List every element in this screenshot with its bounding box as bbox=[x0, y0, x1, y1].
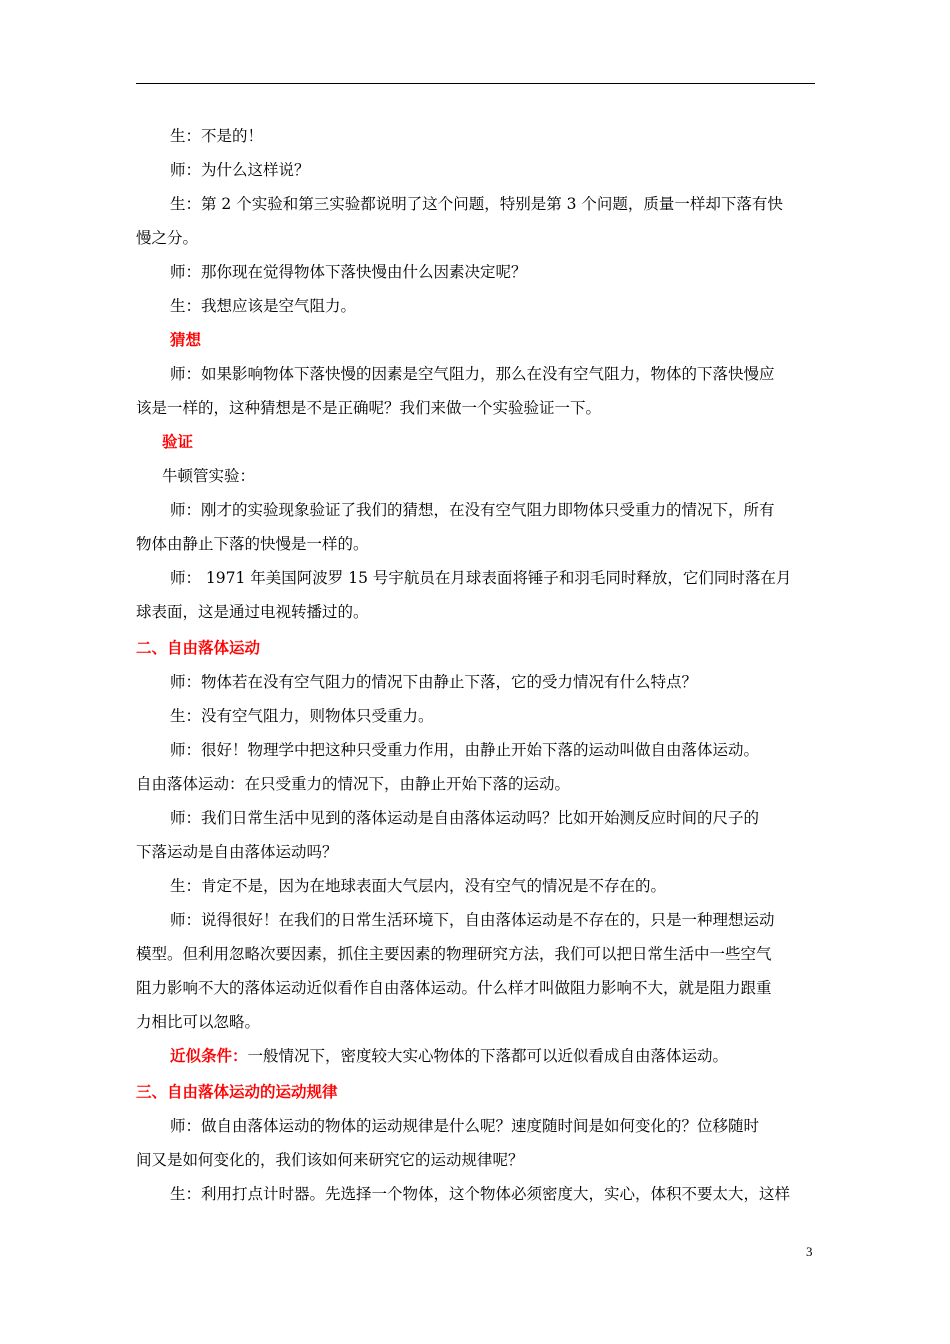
paragraph-line: 师：很好！物理学中把这种只受重力作用，由静止开始下落的运动叫做自由落体运动。 bbox=[170, 741, 760, 759]
paragraph-line: 生：利用打点计时器。先选择一个物体，这个物体必须密度大，实心，体积不要太大，这样 bbox=[170, 1185, 791, 1203]
paragraph-line: 生：第 2 个实验和第三实验都说明了这个问题，特别是第 3 个问题，质量一样却下落有快 bbox=[170, 195, 783, 213]
paragraph-line: 师：如果影响物体下落快慢的因素是空气阻力，那么在没有空气阻力，物体的下落快慢应 bbox=[170, 365, 775, 383]
paragraph-line: 间又是如何变化的，我们该如何来研究它的运动规律呢？ bbox=[136, 1151, 524, 1169]
paragraph-line: 师：为什么这样说？ bbox=[170, 161, 310, 179]
paragraph-line: 模型。但利用忽略次要因素，抓住主要因素的物理研究方法，我们可以把日常生活中一些空气 bbox=[136, 945, 772, 963]
header-rule bbox=[136, 83, 815, 84]
section-heading-guess: 猜想 bbox=[170, 330, 202, 349]
paragraph-line: 力相比可以忽略。 bbox=[136, 1013, 261, 1031]
paragraph-line: 师：那你现在觉得物体下落快慢由什么因素决定呢？ bbox=[170, 263, 527, 281]
paragraph-line: 慢之分。 bbox=[136, 229, 199, 247]
paragraph-line: 生：肯定不是，因为在地球表面大气层内，没有空气的情况是不存在的。 bbox=[170, 877, 667, 895]
paragraph-line: 牛顿管实验： bbox=[162, 467, 256, 485]
section-heading-2: 二、自由落体运动 bbox=[136, 638, 261, 657]
paragraph-line: 下落运动是自由落体运动吗？ bbox=[136, 843, 338, 861]
approx-condition-line bbox=[170, 1046, 815, 1066]
paragraph-line: 师：做自由落体运动的物体的运动规律是什么呢？速度随时间是如何变化的？位移随时 bbox=[170, 1117, 760, 1135]
paragraph-line: 师：刚才的实验现象验证了我们的猜想，在没有空气阻力即物体只受重力的情况下，所有 bbox=[170, 501, 775, 519]
section-heading-verify: 验证 bbox=[162, 432, 194, 451]
approx-condition-label: 近似条件： bbox=[170, 1046, 248, 1065]
paragraph-line: 生：我想应该是空气阻力。 bbox=[170, 297, 357, 315]
section-heading-3: 三、自由落体运动的运动规律 bbox=[136, 1082, 338, 1101]
paragraph-line: 该是一样的，这种猜想是不是正确呢？我们来做一个实验验证一下。 bbox=[136, 399, 602, 417]
paragraph-line: 师：物体若在没有空气阻力的情况下由静止下落，它的受力情况有什么特点？ bbox=[170, 673, 698, 691]
page-number: 3 bbox=[806, 1244, 813, 1259]
paragraph-line: 师： 1971 年美国阿波罗 15 号宇航员在月球表面将锤子和羽毛同时释放，它们同时落在月 bbox=[170, 569, 792, 587]
approx-condition-text: 一般情况下，密度较大实心物体的下落都可以近似看成自由落体运动。 bbox=[247, 1047, 729, 1065]
paragraph-line: 阻力影响不大的落体运动近似看作自由落体运动。什么样才叫做阻力影响不大，就是阻力跟重 bbox=[136, 979, 772, 997]
paragraph-line: 物体由静止下落的快慢是一样的。 bbox=[136, 535, 369, 553]
paragraph-line: 师：我们日常生活中见到的落体运动是自由落体运动吗？比如开始测反应时间的尺子的 bbox=[170, 809, 760, 827]
paragraph-line: 生：没有空气阻力，则物体只受重力。 bbox=[170, 707, 434, 725]
paragraph-line: 球表面，这是通过电视转播过的。 bbox=[136, 603, 369, 621]
paragraph-line: 自由落体运动：在只受重力的情况下，由静止开始下落的运动。 bbox=[136, 775, 571, 793]
paragraph-line: 师：说得很好！在我们的日常生活环境下，自由落体运动是不存在的，只是一种理想运动 bbox=[170, 911, 775, 929]
paragraph-line: 生：不是的！ bbox=[170, 127, 264, 145]
